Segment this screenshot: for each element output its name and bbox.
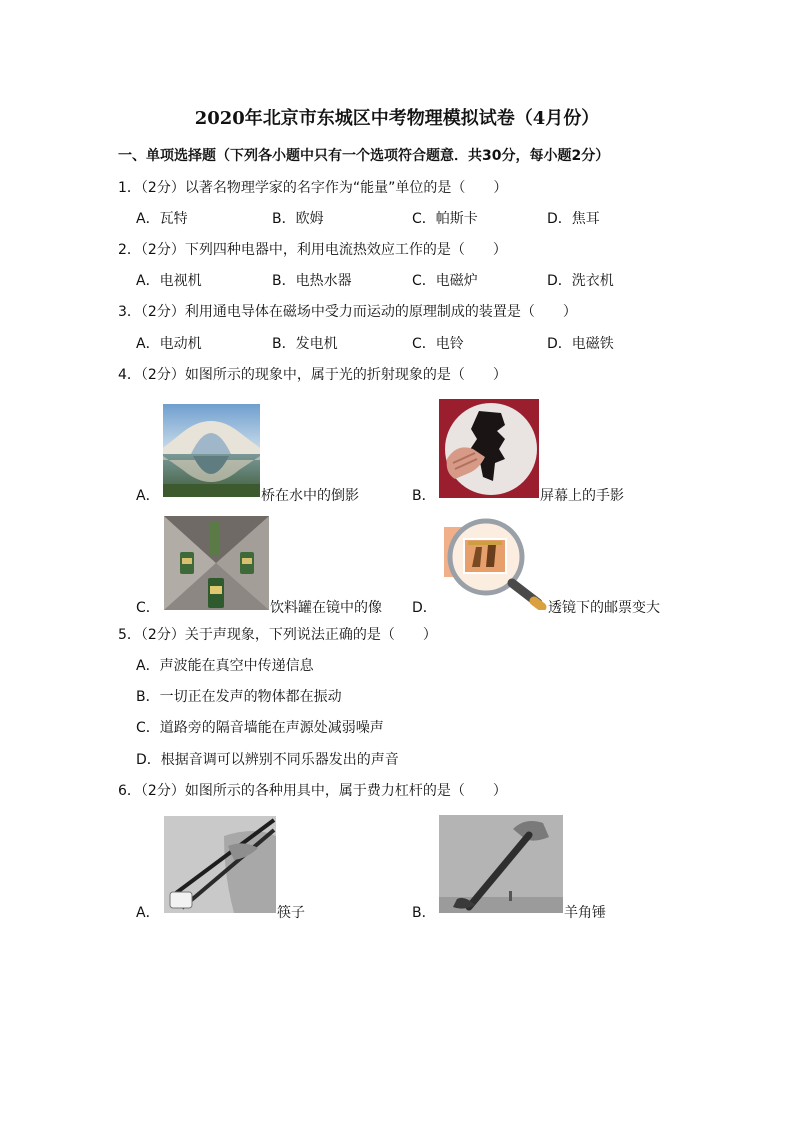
q6-option-a-letter: A． <box>136 905 160 921</box>
chopsticks-image <box>164 816 276 913</box>
q3-option-b: B．发电机 <box>272 336 338 352</box>
magnifier-stamp-image <box>438 517 549 610</box>
question-5-stem: 5．（2分）关于声现象，下列说法正确的是（ ） <box>118 627 437 643</box>
q6-option-b-letter: B． <box>412 905 436 921</box>
q4-option-a-letter: A． <box>136 488 160 504</box>
question-1-stem: 1．（2分）以著名物理学家的名字作为“能量”单位的是（ ） <box>118 180 508 196</box>
cans-in-mirror-image <box>164 516 269 610</box>
q5-option-b: B．一切正在发声的物体都在振动 <box>136 689 342 705</box>
q5-option-a: A．声波能在真空中传递信息 <box>136 658 314 674</box>
q2-option-a: A．电视机 <box>136 273 202 289</box>
page-title: 2020年北京市东城区中考物理模拟试卷（4月份） <box>194 108 600 129</box>
q1-option-a: A．瓦特 <box>136 211 188 227</box>
q3-option-a: A．电动机 <box>136 336 202 352</box>
q4-option-c-letter: C． <box>136 600 160 616</box>
question-3-stem: 3．（2分）利用通电导体在磁场中受力而运动的原理制成的装置是（ ） <box>118 304 577 320</box>
question-6-stem: 6．（2分）如图所示的各种用具中，属于费力杠杆的是（ ） <box>118 783 507 799</box>
q2-option-b: B．电热水器 <box>272 273 352 289</box>
q6-option-b-caption: 羊角锤 <box>564 905 606 921</box>
q2-option-c: C．电磁炉 <box>412 273 478 289</box>
q4-option-b-caption: 屏幕上的手影 <box>540 488 624 504</box>
q1-option-b: B．欧姆 <box>272 211 324 227</box>
claw-hammer-image <box>439 815 563 913</box>
q4-option-a-caption: 桥在水中的倒影 <box>261 488 359 504</box>
q5-option-c: C．道路旁的隔音墙能在声源处减弱噪声 <box>136 720 384 736</box>
section-heading: 一、单项选择题（下列各小题中只有一个选项符合题意．共30分，每小题2分） <box>118 148 610 164</box>
bridge-reflection-image <box>163 404 260 497</box>
q3-option-c: C．电铃 <box>412 336 464 352</box>
q4-option-c-caption: 饮料罐在镜中的像 <box>270 600 382 616</box>
q4-option-d-letter: D． <box>412 600 437 616</box>
question-4-stem: 4．（2分）如图所示的现象中，属于光的折射现象的是（ ） <box>118 367 507 383</box>
q4-option-d-caption: 透镜下的邮票变大 <box>548 600 660 616</box>
q2-option-d: D．洗衣机 <box>547 273 614 289</box>
question-2-stem: 2．（2分）下列四种电器中，利用电流热效应工作的是（ ） <box>118 242 507 258</box>
q5-option-d: D．根据音调可以辨别不同乐器发出的声音 <box>136 752 399 768</box>
q6-option-a-caption: 筷子 <box>277 905 305 921</box>
q3-option-d: D．电磁铁 <box>547 336 614 352</box>
q4-option-b-letter: B． <box>412 488 436 504</box>
q1-option-c: C．帕斯卡 <box>412 211 478 227</box>
q1-option-d: D．焦耳 <box>547 211 600 227</box>
hand-shadow-image <box>439 399 539 498</box>
